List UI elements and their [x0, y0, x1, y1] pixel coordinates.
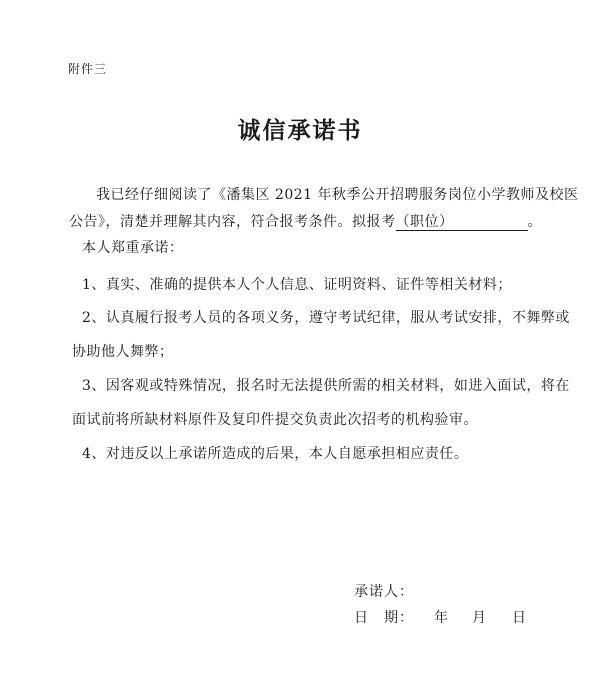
date-label: 日 期：	[354, 610, 414, 626]
date-day-label: 日	[512, 610, 527, 626]
commitment-item-1: 1、真实、准确的提供本人个人信息、证明资料、证件等相关材料；	[82, 277, 512, 293]
commitment-item-4: 4、对违反以上承诺所造成的后果，本人自愿承担相应责任。	[82, 446, 469, 462]
position-field[interactable]: （职位）	[396, 215, 528, 231]
commitment-item-3-cont: 面试前将所缺材料原件及复印件提交负责此次招考的机构验审。	[72, 412, 478, 428]
date-year-label: 年	[434, 610, 449, 626]
commitment-item-2-cont: 协助他人舞弊；	[72, 344, 174, 360]
intro-line-2-end: 。	[527, 214, 542, 230]
commitment-item-3: 3、因客观或特殊情况，报名时无法提供所需的相关材料，如进入面试，将在	[82, 378, 570, 394]
document-title: 诚信承诺书	[237, 117, 363, 144]
pledge-heading: 本人郑重承诺：	[82, 240, 184, 256]
attachment-label: 附件三	[68, 62, 108, 76]
intro-line-1: 我已经仔细阅读了《潘集区 2021 年秋季公开招聘服务岗位小学教师及校医	[96, 187, 579, 203]
date-month-label: 月	[472, 610, 487, 626]
signer-label: 承诺人：	[354, 584, 414, 600]
commitment-item-2: 2、认真履行报考人员的各项义务，遵守考试纪律，服从考试安排，不舞弊或	[82, 310, 570, 326]
intro-line-2	[69, 213, 542, 231]
intro-line-2-text: 公告》，清楚并理解其内容，符合报考条件。拟报考	[69, 214, 396, 230]
